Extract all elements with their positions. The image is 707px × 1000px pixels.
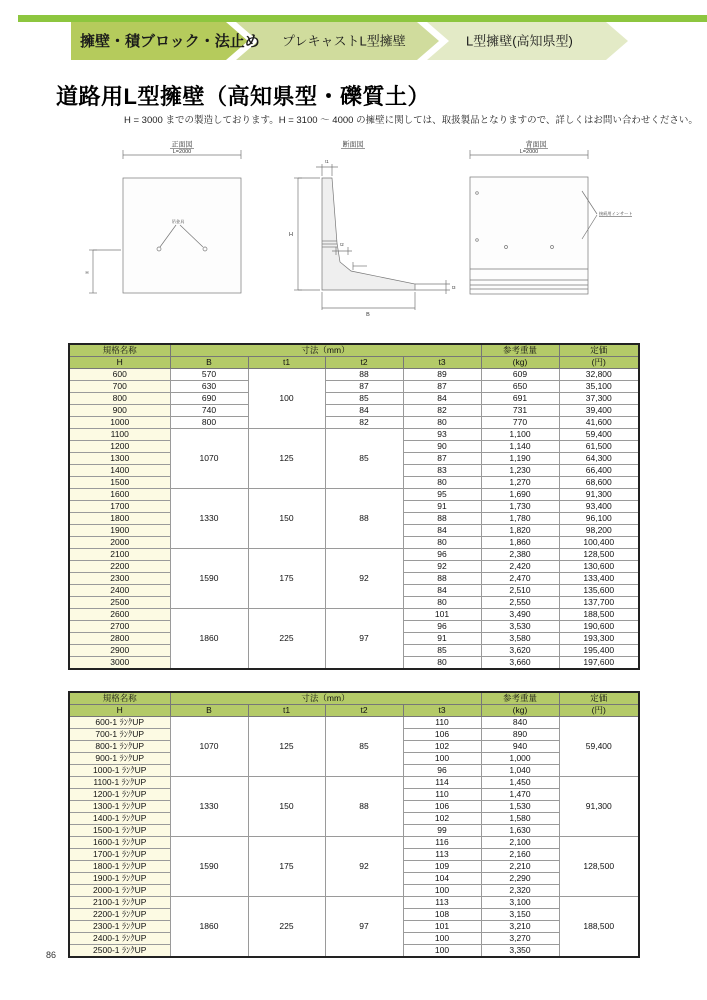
section-t2-dim: t2 bbox=[340, 242, 344, 247]
cell-price: 130,600 bbox=[559, 561, 639, 573]
cell-t1: 125 bbox=[248, 429, 325, 489]
cell-price: 98,200 bbox=[559, 525, 639, 537]
technical-drawings bbox=[70, 138, 660, 338]
cell-kg: 691 bbox=[481, 393, 559, 405]
cell-kg: 1,730 bbox=[481, 501, 559, 513]
cell-price: 91,300 bbox=[559, 489, 639, 501]
cell-t3: 80 bbox=[403, 597, 481, 609]
cell-price: 100,400 bbox=[559, 537, 639, 549]
cell-kg: 609 bbox=[481, 369, 559, 381]
cell-kg: 1,630 bbox=[481, 825, 559, 837]
back-view-title: 背面図 bbox=[525, 141, 547, 149]
table-group-header: 寸法（mm） bbox=[170, 692, 481, 705]
cell-price: 39,400 bbox=[559, 405, 639, 417]
section-t3-dim: t3 bbox=[452, 285, 456, 290]
cell-h: 1300-1 ﾗﾝｸUP bbox=[69, 801, 170, 813]
breadcrumb bbox=[0, 0, 707, 64]
cell-kg: 731 bbox=[481, 405, 559, 417]
cell-h: 1800-1 ﾗﾝｸUP bbox=[69, 861, 170, 873]
breadcrumb-level2-label: プレキャストL型擁壁 bbox=[282, 33, 406, 49]
cell-t2: 97 bbox=[325, 897, 403, 958]
cell-t3: 85 bbox=[403, 645, 481, 657]
cell-h: 1400 bbox=[69, 465, 170, 477]
table-row bbox=[69, 897, 639, 909]
cell-t3: 110 bbox=[403, 789, 481, 801]
cell-kg: 2,510 bbox=[481, 585, 559, 597]
cell-t2: 92 bbox=[325, 549, 403, 609]
cell-B: 1070 bbox=[170, 429, 248, 489]
cell-t3: 87 bbox=[403, 453, 481, 465]
cell-t1: 150 bbox=[248, 489, 325, 549]
cell-h: 900-1 ﾗﾝｸUP bbox=[69, 753, 170, 765]
cell-t1: 175 bbox=[248, 837, 325, 897]
table-row bbox=[69, 609, 639, 621]
cell-B: 690 bbox=[170, 393, 248, 405]
cell-t3: 100 bbox=[403, 945, 481, 958]
cell-h: 600-1 ﾗﾝｸUP bbox=[69, 717, 170, 729]
cell-price: 93,400 bbox=[559, 501, 639, 513]
cell-h: 1300 bbox=[69, 453, 170, 465]
cell-h: 2800 bbox=[69, 633, 170, 645]
cell-price: 61,500 bbox=[559, 441, 639, 453]
section-t1-dim: t1 bbox=[325, 159, 329, 164]
cell-t3: 87 bbox=[403, 381, 481, 393]
cell-price: 190,600 bbox=[559, 621, 639, 633]
cell-B: 800 bbox=[170, 417, 248, 429]
cell-kg: 1,530 bbox=[481, 801, 559, 813]
cell-t3: 93 bbox=[403, 429, 481, 441]
cell-kg: 2,550 bbox=[481, 597, 559, 609]
cell-h: 700 bbox=[69, 381, 170, 393]
cell-t2: 85 bbox=[325, 429, 403, 489]
cell-kg: 770 bbox=[481, 417, 559, 429]
section-view-title: 断面図 bbox=[342, 141, 364, 149]
cell-t3: 80 bbox=[403, 477, 481, 489]
front-view-annotation: 吊金具 bbox=[171, 219, 185, 224]
table-column-header: (kg) bbox=[481, 705, 559, 717]
cell-kg: 1,820 bbox=[481, 525, 559, 537]
cell-t2: 85 bbox=[325, 393, 403, 405]
cell-kg: 3,490 bbox=[481, 609, 559, 621]
table-column-header: H bbox=[69, 705, 170, 717]
cell-kg: 2,470 bbox=[481, 573, 559, 585]
cell-t3: 91 bbox=[403, 501, 481, 513]
table-row bbox=[69, 417, 639, 429]
cell-kg: 3,210 bbox=[481, 921, 559, 933]
cell-t2: 88 bbox=[325, 777, 403, 837]
cell-t3: 92 bbox=[403, 561, 481, 573]
cell-t1: 225 bbox=[248, 609, 325, 670]
cell-t3: 84 bbox=[403, 393, 481, 405]
cell-kg: 1,580 bbox=[481, 813, 559, 825]
cell-price: 188,500 bbox=[559, 897, 639, 958]
cell-price: 66,400 bbox=[559, 465, 639, 477]
cell-price: 64,300 bbox=[559, 453, 639, 465]
cell-B: 1330 bbox=[170, 489, 248, 549]
breadcrumb-level1-label: 擁壁・積ブロック・法止め bbox=[80, 33, 260, 50]
cell-t3: 80 bbox=[403, 657, 481, 670]
cell-t3: 99 bbox=[403, 825, 481, 837]
cell-h: 2300-1 ﾗﾝｸUP bbox=[69, 921, 170, 933]
cell-t2: 85 bbox=[325, 717, 403, 777]
cell-t3: 95 bbox=[403, 489, 481, 501]
cell-h: 2200-1 ﾗﾝｸUP bbox=[69, 909, 170, 921]
table-column-header: B bbox=[170, 705, 248, 717]
cell-t2: 88 bbox=[325, 489, 403, 549]
back-view-drawing bbox=[470, 149, 632, 295]
cell-t1: 225 bbox=[248, 897, 325, 958]
cell-t3: 116 bbox=[403, 837, 481, 849]
cell-kg: 1,040 bbox=[481, 765, 559, 777]
page-number: 86 bbox=[46, 950, 57, 960]
cell-kg: 3,620 bbox=[481, 645, 559, 657]
cell-h: 2500-1 ﾗﾝｸUP bbox=[69, 945, 170, 958]
cell-B: 1860 bbox=[170, 609, 248, 670]
cell-kg: 2,100 bbox=[481, 837, 559, 849]
cell-kg: 1,690 bbox=[481, 489, 559, 501]
cell-kg: 1,270 bbox=[481, 477, 559, 489]
cell-price: 68,600 bbox=[559, 477, 639, 489]
cell-h: 1600 bbox=[69, 489, 170, 501]
cell-B: 1860 bbox=[170, 897, 248, 958]
cell-kg: 1,100 bbox=[481, 429, 559, 441]
cell-t3: 88 bbox=[403, 573, 481, 585]
cell-kg: 1,000 bbox=[481, 753, 559, 765]
cell-kg: 1,450 bbox=[481, 777, 559, 789]
cell-B: 1330 bbox=[170, 777, 248, 837]
cell-h: 2000-1 ﾗﾝｸUP bbox=[69, 885, 170, 897]
cell-price: 91,300 bbox=[559, 777, 639, 837]
cell-kg: 1,470 bbox=[481, 789, 559, 801]
section-view-drawing bbox=[294, 149, 450, 311]
cell-t3: 101 bbox=[403, 921, 481, 933]
cell-h: 2100 bbox=[69, 549, 170, 561]
cell-h: 1500 bbox=[69, 477, 170, 489]
cell-price: 32,800 bbox=[559, 369, 639, 381]
cell-t2: 87 bbox=[325, 381, 403, 393]
cell-kg: 1,860 bbox=[481, 537, 559, 549]
cell-kg: 1,190 bbox=[481, 453, 559, 465]
cell-h: 1900 bbox=[69, 525, 170, 537]
table-column-header: t1 bbox=[248, 357, 325, 369]
cell-kg: 650 bbox=[481, 381, 559, 393]
cell-h: 1600-1 ﾗﾝｸUP bbox=[69, 837, 170, 849]
table-row bbox=[69, 429, 639, 441]
cell-t3: 84 bbox=[403, 585, 481, 597]
back-view-annotation: 接続用インサート bbox=[599, 211, 633, 216]
cell-kg: 2,160 bbox=[481, 849, 559, 861]
table-row bbox=[69, 717, 639, 729]
cell-t1: 125 bbox=[248, 717, 325, 777]
cell-h: 800-1 ﾗﾝｸUP bbox=[69, 741, 170, 753]
cell-kg: 2,380 bbox=[481, 549, 559, 561]
cell-t3: 114 bbox=[403, 777, 481, 789]
cell-kg: 940 bbox=[481, 741, 559, 753]
cell-kg: 1,140 bbox=[481, 441, 559, 453]
cell-B: 1590 bbox=[170, 837, 248, 897]
cell-kg: 3,350 bbox=[481, 945, 559, 958]
table-column-header: t3 bbox=[403, 357, 481, 369]
table-group-header: 規格名称 bbox=[69, 344, 170, 357]
cell-t3: 102 bbox=[403, 741, 481, 753]
cell-t1: 100 bbox=[248, 369, 325, 429]
cell-B: 630 bbox=[170, 381, 248, 393]
cell-t3: 80 bbox=[403, 537, 481, 549]
cell-t3: 100 bbox=[403, 933, 481, 945]
cell-t2: 84 bbox=[325, 405, 403, 417]
table-row bbox=[69, 549, 639, 561]
cell-t1: 150 bbox=[248, 777, 325, 837]
cell-kg: 1,780 bbox=[481, 513, 559, 525]
manufacturing-note: H = 3000 までの製造しております。H = 3100 ～ 4000 の擁壁に関しては、取扱製品となりますので、詳しくはお問い合わせください。 bbox=[124, 115, 698, 126]
table-column-header: (円) bbox=[559, 357, 639, 369]
cell-h: 700-1 ﾗﾝｸUP bbox=[69, 729, 170, 741]
cell-t3: 84 bbox=[403, 525, 481, 537]
cell-h: 1100-1 ﾗﾝｸUP bbox=[69, 777, 170, 789]
cell-kg: 840 bbox=[481, 717, 559, 729]
table-group-header: 参考重量 bbox=[481, 692, 559, 705]
table-group-header: 規格名称 bbox=[69, 692, 170, 705]
cell-t3: 96 bbox=[403, 549, 481, 561]
cell-kg: 2,290 bbox=[481, 873, 559, 885]
table-column-header: (kg) bbox=[481, 357, 559, 369]
cell-price: 35,100 bbox=[559, 381, 639, 393]
cell-kg: 2,420 bbox=[481, 561, 559, 573]
table-row bbox=[69, 381, 639, 393]
cell-h: 2400-1 ﾗﾝｸUP bbox=[69, 933, 170, 945]
cell-h: 1200-1 ﾗﾝｸUP bbox=[69, 789, 170, 801]
cell-t3: 109 bbox=[403, 861, 481, 873]
table-row bbox=[69, 777, 639, 789]
cell-price: 188,500 bbox=[559, 609, 639, 621]
cell-h: 800 bbox=[69, 393, 170, 405]
section-base-dim: B bbox=[366, 312, 370, 318]
cell-h: 1900-1 ﾗﾝｸUP bbox=[69, 873, 170, 885]
cell-t1: 175 bbox=[248, 549, 325, 609]
cell-t3: 101 bbox=[403, 609, 481, 621]
cell-kg: 2,320 bbox=[481, 885, 559, 897]
cell-B: 740 bbox=[170, 405, 248, 417]
cell-t2: 97 bbox=[325, 609, 403, 670]
top-green-strip bbox=[18, 15, 707, 22]
cell-t3: 100 bbox=[403, 885, 481, 897]
cell-t3: 100 bbox=[403, 753, 481, 765]
cell-t2: 82 bbox=[325, 417, 403, 429]
cell-B: 1590 bbox=[170, 549, 248, 609]
cell-t3: 106 bbox=[403, 729, 481, 741]
cell-t3: 106 bbox=[403, 801, 481, 813]
cell-h: 2100-1 ﾗﾝｸUP bbox=[69, 897, 170, 909]
cell-t3: 82 bbox=[403, 405, 481, 417]
cell-h: 2300 bbox=[69, 573, 170, 585]
cell-kg: 3,530 bbox=[481, 621, 559, 633]
cell-price: 37,300 bbox=[559, 393, 639, 405]
cell-h: 1100 bbox=[69, 429, 170, 441]
cell-t3: 113 bbox=[403, 849, 481, 861]
cell-price: 137,700 bbox=[559, 597, 639, 609]
cell-h: 1400-1 ﾗﾝｸUP bbox=[69, 813, 170, 825]
cell-kg: 3,270 bbox=[481, 933, 559, 945]
cell-kg: 3,580 bbox=[481, 633, 559, 645]
cell-h: 2900 bbox=[69, 645, 170, 657]
breadcrumb-level3-label: L型擁壁(高知県型) bbox=[466, 33, 573, 49]
table-group-header: 参考重量 bbox=[481, 344, 559, 357]
table-column-header: (円) bbox=[559, 705, 639, 717]
cell-price: 59,400 bbox=[559, 717, 639, 777]
cell-t3: 88 bbox=[403, 513, 481, 525]
cell-price: 135,600 bbox=[559, 585, 639, 597]
cell-t3: 96 bbox=[403, 765, 481, 777]
cell-t3: 110 bbox=[403, 717, 481, 729]
cell-B: 570 bbox=[170, 369, 248, 381]
table-group-header: 寸法（mm） bbox=[170, 344, 481, 357]
cell-t3: 83 bbox=[403, 465, 481, 477]
table-column-header: t3 bbox=[403, 705, 481, 717]
cell-h: 900 bbox=[69, 405, 170, 417]
cell-t3: 91 bbox=[403, 633, 481, 645]
cell-price: 96,100 bbox=[559, 513, 639, 525]
cell-price: 195,400 bbox=[559, 645, 639, 657]
cell-h: 1700 bbox=[69, 501, 170, 513]
cell-t2: 88 bbox=[325, 369, 403, 381]
front-view-title: 正面図 bbox=[171, 141, 193, 149]
cell-t3: 90 bbox=[403, 441, 481, 453]
table-column-header: B bbox=[170, 357, 248, 369]
cell-t2: 92 bbox=[325, 837, 403, 897]
cell-kg: 3,660 bbox=[481, 657, 559, 670]
cell-h: 1700-1 ﾗﾝｸUP bbox=[69, 849, 170, 861]
cell-h: 2200 bbox=[69, 561, 170, 573]
cell-t3: 108 bbox=[403, 909, 481, 921]
cell-t3: 89 bbox=[403, 369, 481, 381]
cell-B: 1070 bbox=[170, 717, 248, 777]
cell-t3: 104 bbox=[403, 873, 481, 885]
cell-t3: 113 bbox=[403, 897, 481, 909]
spec-table-standard bbox=[68, 343, 640, 670]
table-row bbox=[69, 393, 639, 405]
front-view-height-dim: H bbox=[85, 270, 89, 275]
page-title: 道路用L型擁壁（高知県型・礫質土） bbox=[56, 84, 430, 109]
cell-h: 1000-1 ﾗﾝｸUP bbox=[69, 765, 170, 777]
cell-h: 2000 bbox=[69, 537, 170, 549]
cell-t3: 80 bbox=[403, 417, 481, 429]
table-row bbox=[69, 837, 639, 849]
table-column-header: t1 bbox=[248, 705, 325, 717]
cell-h: 1200 bbox=[69, 441, 170, 453]
table-row bbox=[69, 369, 639, 381]
cell-h: 2600 bbox=[69, 609, 170, 621]
table-group-header: 定価 bbox=[559, 692, 639, 705]
cell-h: 1000 bbox=[69, 417, 170, 429]
cell-h: 1500-1 ﾗﾝｸUP bbox=[69, 825, 170, 837]
cell-price: 197,600 bbox=[559, 657, 639, 670]
cell-price: 128,500 bbox=[559, 837, 639, 897]
back-view-length-dim: L=2000 bbox=[519, 149, 539, 155]
cell-t3: 102 bbox=[403, 813, 481, 825]
table-row bbox=[69, 489, 639, 501]
table-row bbox=[69, 405, 639, 417]
cell-h: 600 bbox=[69, 369, 170, 381]
cell-kg: 890 bbox=[481, 729, 559, 741]
cell-price: 59,400 bbox=[559, 429, 639, 441]
section-height-dim: H bbox=[289, 232, 293, 238]
cell-h: 2500 bbox=[69, 597, 170, 609]
cell-kg: 3,100 bbox=[481, 897, 559, 909]
cell-kg: 2,210 bbox=[481, 861, 559, 873]
front-view-drawing bbox=[89, 149, 241, 294]
table-column-header: t2 bbox=[325, 705, 403, 717]
cell-price: 133,400 bbox=[559, 573, 639, 585]
cell-h: 2400 bbox=[69, 585, 170, 597]
cell-price: 193,300 bbox=[559, 633, 639, 645]
table-group-header: 定価 bbox=[559, 344, 639, 357]
cell-price: 41,600 bbox=[559, 417, 639, 429]
cell-price: 128,500 bbox=[559, 549, 639, 561]
cell-h: 1800 bbox=[69, 513, 170, 525]
table-column-header: t2 bbox=[325, 357, 403, 369]
table-column-header: H bbox=[69, 357, 170, 369]
cell-kg: 3,150 bbox=[481, 909, 559, 921]
cell-kg: 1,230 bbox=[481, 465, 559, 477]
spec-table-rank-up bbox=[68, 691, 640, 958]
cell-h: 3000 bbox=[69, 657, 170, 670]
front-view-length-dim: L=2000 bbox=[172, 149, 192, 155]
cell-h: 2700 bbox=[69, 621, 170, 633]
cell-t3: 96 bbox=[403, 621, 481, 633]
